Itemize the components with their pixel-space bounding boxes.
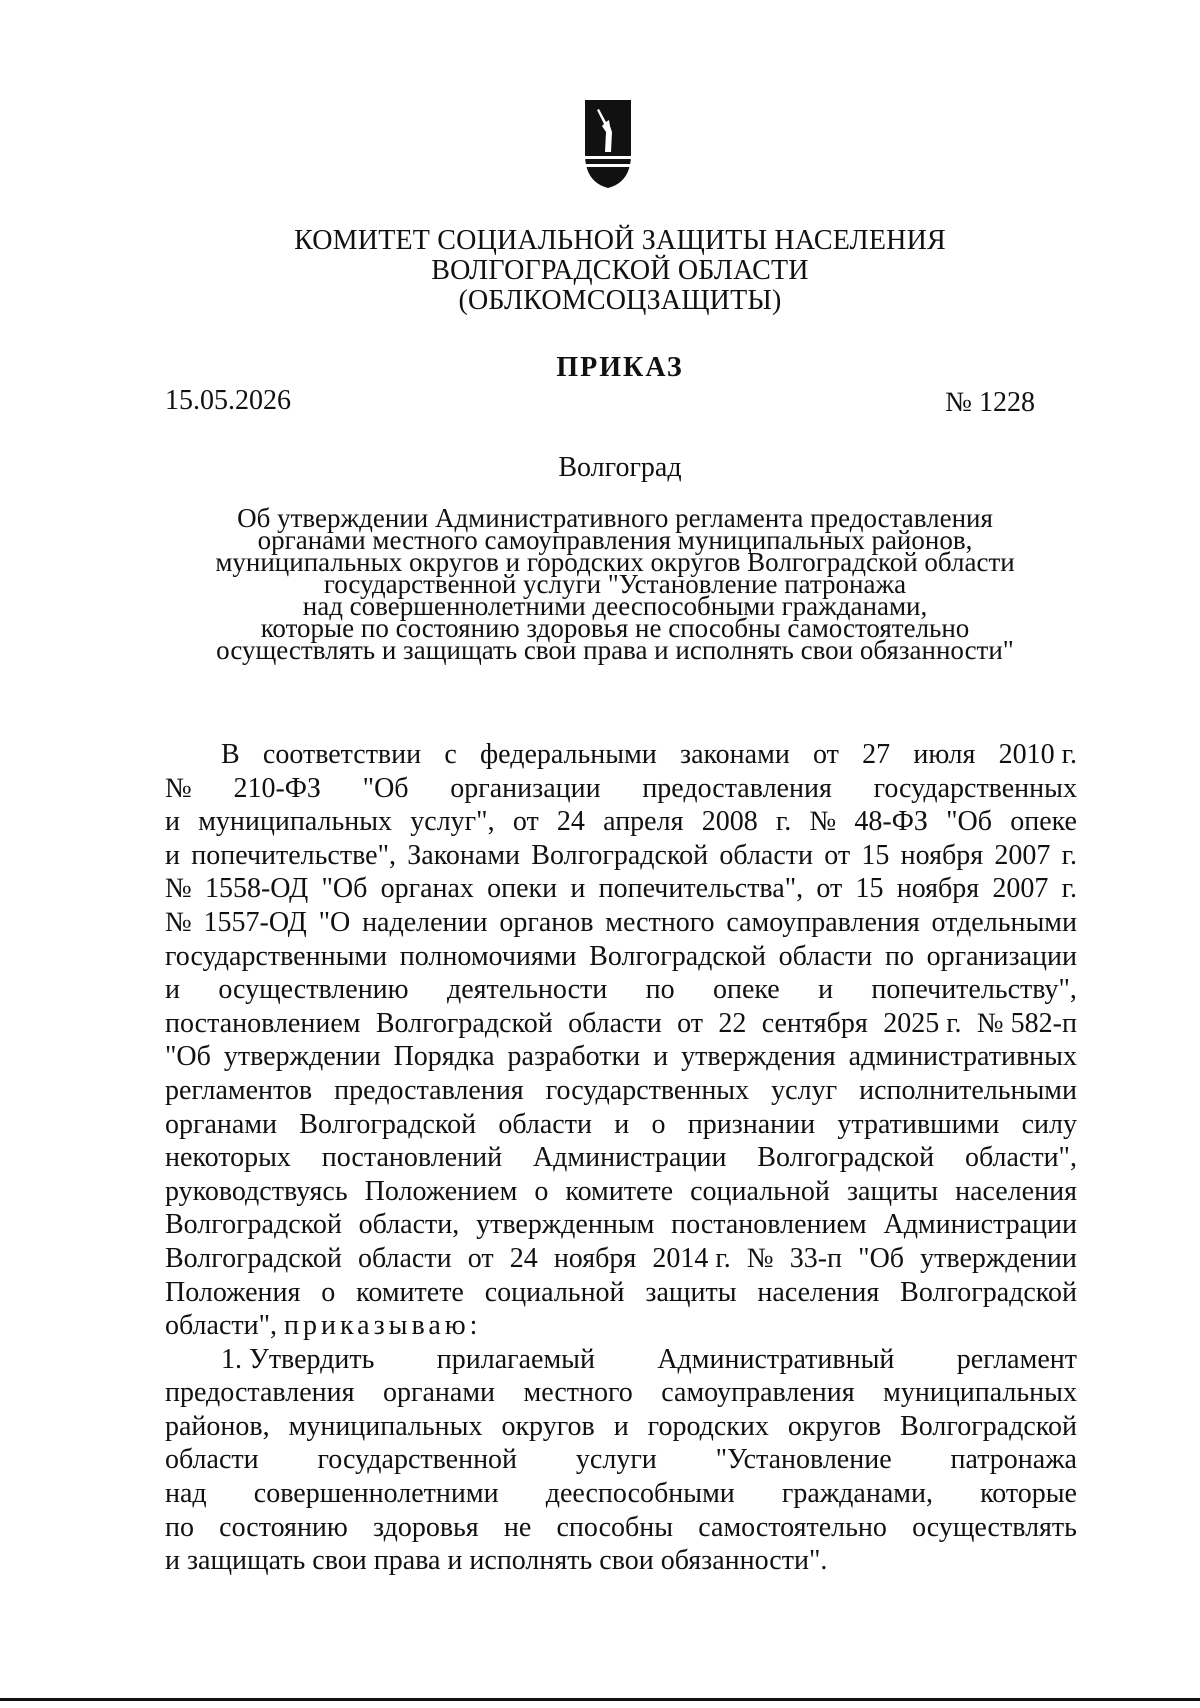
subject-line: осуществлять и защищать свои права и исполнять свои обязанности" bbox=[216, 635, 1014, 665]
body-line bbox=[165, 1141, 1077, 1175]
body-word: населения bbox=[955, 1175, 1077, 1207]
body-word: ноября bbox=[900, 839, 984, 871]
body-word: "О bbox=[318, 906, 351, 938]
body-word: 2025 г. bbox=[883, 1007, 962, 1039]
body-word: гражданами, bbox=[781, 1478, 933, 1510]
body-word: области bbox=[498, 1108, 592, 1140]
body-word: самостоятельно bbox=[698, 1511, 887, 1543]
body-word: Волгоградской bbox=[757, 1142, 935, 1174]
body-word: и bbox=[570, 873, 586, 905]
body-word: и bbox=[165, 839, 180, 871]
body-word: от bbox=[677, 1007, 703, 1039]
body-line bbox=[165, 1309, 1077, 1343]
body-line bbox=[165, 1007, 1077, 1041]
body-word: услуг", bbox=[410, 806, 495, 838]
body-word: организации bbox=[450, 772, 601, 804]
body-word: В bbox=[221, 739, 240, 770]
body-word: постановлением bbox=[165, 1007, 361, 1039]
organization-name bbox=[200, 226, 1040, 316]
body-word: о bbox=[651, 1108, 666, 1140]
body-word: области, bbox=[358, 1209, 460, 1241]
body-line bbox=[165, 738, 1077, 772]
body-word: Волгоградской bbox=[375, 1007, 553, 1039]
body-word: г. bbox=[1061, 839, 1077, 871]
body-word: г. bbox=[775, 806, 792, 838]
body-word: области bbox=[778, 940, 873, 972]
body-word: "Об bbox=[321, 873, 368, 905]
body-word: органах bbox=[380, 873, 474, 905]
body-line bbox=[165, 1040, 1077, 1074]
body-word: 22 bbox=[718, 1007, 747, 1039]
body-word: организации bbox=[926, 940, 1077, 972]
body-line bbox=[165, 1242, 1077, 1276]
body-word: исполнительными bbox=[859, 1074, 1077, 1106]
subject-line: государственной услуги "Установление патронажа bbox=[323, 569, 907, 599]
body-word: опеке bbox=[712, 974, 780, 1006]
body-word: соответствии bbox=[262, 739, 422, 770]
body-word: защиты bbox=[846, 1175, 939, 1207]
body-word: 27 bbox=[862, 739, 891, 770]
body-line bbox=[165, 1108, 1077, 1142]
body-word: патронажа bbox=[950, 1444, 1077, 1476]
body-line bbox=[165, 940, 1077, 974]
body-word: 2010 г. bbox=[998, 739, 1077, 770]
body-line bbox=[165, 1410, 1077, 1444]
body-word: "Об bbox=[165, 1041, 211, 1073]
body-word: 2014 г. bbox=[652, 1242, 731, 1274]
body-word: органами bbox=[383, 1377, 496, 1409]
body-word: предоставления bbox=[165, 1377, 355, 1409]
organization-line: КОМИТЕТ СОЦИАЛЬНОЙ ЗАЩИТЫ НАСЕЛЕНИЯ bbox=[294, 225, 946, 256]
body-word: ноября bbox=[896, 873, 980, 905]
body-word: деятельности bbox=[446, 974, 608, 1006]
order-subject bbox=[165, 503, 1065, 665]
body-word: прилагаемый bbox=[436, 1343, 595, 1375]
body-word: области bbox=[357, 1242, 452, 1274]
body-word: "Об bbox=[858, 1242, 905, 1274]
body-word: № bbox=[165, 772, 192, 804]
body-word: "Об bbox=[946, 806, 992, 838]
body-line bbox=[165, 1376, 1077, 1410]
body-word: № bbox=[165, 906, 192, 938]
body-word: постановлением bbox=[671, 1209, 867, 1241]
body-word: области bbox=[165, 1444, 259, 1476]
body-word: 2007 bbox=[994, 839, 1051, 871]
body-word: округов bbox=[501, 1410, 595, 1442]
body-word: разработки bbox=[507, 1041, 641, 1073]
body-word: органов bbox=[499, 906, 594, 938]
body-word: регламентов bbox=[165, 1074, 313, 1106]
body-word: Положения bbox=[165, 1276, 301, 1308]
body-word: попечительства", bbox=[598, 873, 804, 905]
body-word: осуществлению bbox=[218, 974, 409, 1006]
body-word: некоторых bbox=[165, 1142, 291, 1174]
order-date: 15.05.2026 bbox=[165, 385, 291, 416]
body-word: руководствуясь bbox=[165, 1175, 348, 1207]
body-word: отдельными bbox=[931, 906, 1077, 938]
body-word: социальной bbox=[484, 1276, 625, 1308]
body-word: апреля bbox=[603, 806, 684, 838]
body-word: силу bbox=[1021, 1108, 1077, 1140]
body-word: полномочиями bbox=[399, 940, 577, 972]
body-word: Волгоградской bbox=[900, 1410, 1077, 1442]
order-city: Волгоград bbox=[558, 452, 682, 483]
body-word: муниципальных bbox=[288, 1410, 483, 1442]
body-word: местного bbox=[523, 1377, 633, 1409]
order-body bbox=[165, 738, 1077, 1578]
body-line bbox=[165, 1276, 1077, 1310]
body-text: области", bbox=[165, 1310, 278, 1342]
body-line bbox=[165, 1208, 1077, 1242]
body-line bbox=[165, 1443, 1077, 1477]
body-word: предоставления bbox=[334, 1074, 524, 1106]
body-line bbox=[165, 839, 1077, 873]
organization-line: (ОБЛКОМСОЦЗАЩИТЫ) bbox=[458, 285, 782, 316]
body-line bbox=[165, 1175, 1077, 1209]
body-word: населения bbox=[757, 1276, 880, 1308]
body-word: Администрации bbox=[532, 1142, 727, 1174]
subject-line: органами местного самоуправления муниципальных районов, bbox=[257, 525, 973, 555]
body-word: утверждении bbox=[920, 1242, 1077, 1274]
body-word: 2008 bbox=[701, 806, 758, 838]
body-word: государственных bbox=[873, 772, 1077, 804]
body-word: над bbox=[165, 1478, 207, 1510]
body-word: о bbox=[534, 1175, 549, 1207]
body-word: и bbox=[165, 974, 180, 1006]
body-word: государственной bbox=[317, 1444, 518, 1476]
body-word: федеральными bbox=[480, 739, 657, 770]
order-number: № 1228 bbox=[945, 387, 1035, 418]
body-word: 48-ФЗ bbox=[854, 806, 928, 838]
body-word: опеки bbox=[487, 873, 558, 905]
body-word: муниципальных bbox=[198, 806, 393, 838]
body-word: № bbox=[809, 806, 837, 838]
body-word: постановлений bbox=[321, 1142, 503, 1174]
body-word: городских bbox=[647, 1410, 769, 1442]
body-word: Законами bbox=[407, 839, 521, 871]
body-word: 1. Утвердить bbox=[221, 1343, 375, 1375]
body-word: № bbox=[746, 1242, 774, 1274]
body-word: и bbox=[614, 1108, 630, 1140]
body-word: 15 bbox=[861, 839, 890, 871]
body-word: дееспособными bbox=[545, 1478, 735, 1510]
body-word: по bbox=[165, 1511, 194, 1543]
body-word: 1558-ОД bbox=[204, 873, 309, 905]
body-word: Волгоградской bbox=[165, 1209, 342, 1241]
body-word: № 582-п bbox=[976, 1007, 1077, 1039]
body-word: от bbox=[813, 739, 839, 770]
body-word: сентября bbox=[761, 1007, 868, 1039]
volgograd-emblem-icon bbox=[583, 98, 633, 190]
body-word: от bbox=[824, 839, 851, 871]
body-word: районов, bbox=[165, 1410, 270, 1442]
body-word: "Установление bbox=[715, 1444, 892, 1476]
body-word: Порядка bbox=[393, 1041, 495, 1073]
body-word: Волгоградской bbox=[589, 940, 766, 972]
body-word: признании bbox=[687, 1108, 816, 1140]
body-word: от bbox=[512, 806, 539, 838]
body-word: местного bbox=[605, 906, 715, 938]
body-word: услуг bbox=[771, 1074, 838, 1106]
body-word: Волгоградской bbox=[531, 839, 709, 871]
body-word: органами bbox=[165, 1108, 278, 1140]
body-word: государственными bbox=[165, 940, 388, 972]
body-line bbox=[165, 772, 1077, 806]
body-word: от bbox=[467, 1242, 494, 1274]
body-line: и защищать свои права и исполнять свои обязанности". bbox=[165, 1545, 828, 1577]
body-line bbox=[165, 1477, 1077, 1511]
body-word: здоровья bbox=[373, 1511, 479, 1543]
body-word: области bbox=[719, 839, 813, 871]
body-word: Волгоградской bbox=[900, 1276, 1077, 1308]
body-word: 1557-ОД bbox=[203, 906, 307, 938]
body-word: 33-п bbox=[789, 1242, 843, 1274]
body-word: утверждении bbox=[223, 1041, 381, 1073]
body-word: муниципальных bbox=[883, 1377, 1077, 1409]
body-word: комитете bbox=[565, 1175, 674, 1207]
body-word: утверждения bbox=[681, 1041, 836, 1073]
body-word: социальной bbox=[690, 1175, 830, 1207]
body-word: утратившими bbox=[837, 1108, 1000, 1140]
body-line bbox=[165, 805, 1077, 839]
body-word: осуществлять bbox=[912, 1511, 1077, 1543]
subject-line: муниципальных округов и городских округов Волгоградской области bbox=[215, 547, 1015, 577]
body-word: которые bbox=[980, 1478, 1077, 1510]
body-word: "Об bbox=[362, 772, 409, 804]
page-bottom-rule bbox=[0, 1698, 1200, 1701]
body-word: ноября bbox=[553, 1242, 637, 1274]
organization-line: ВОЛГОГРАДСКОЙ ОБЛАСТИ bbox=[431, 255, 809, 286]
body-word: по bbox=[645, 974, 675, 1006]
body-word: и bbox=[165, 806, 180, 838]
body-word: о bbox=[321, 1276, 336, 1308]
body-word: состоянию bbox=[219, 1511, 348, 1543]
body-word: попечительстве", bbox=[191, 839, 396, 871]
body-word: регламент bbox=[956, 1343, 1077, 1375]
body-word: совершеннолетними bbox=[253, 1478, 499, 1510]
body-word: г. bbox=[1061, 873, 1077, 905]
order-title: ПРИКАЗ bbox=[556, 352, 684, 383]
body-word: области", bbox=[964, 1142, 1077, 1174]
body-word: 24 bbox=[509, 1242, 538, 1274]
subject-line: которые по состоянию здоровья не способны самостоятельно bbox=[260, 613, 970, 643]
body-word: предоставления bbox=[642, 772, 832, 804]
body-line bbox=[165, 1074, 1077, 1108]
body-word: № bbox=[165, 873, 192, 905]
body-word: способны bbox=[556, 1511, 674, 1543]
subject-line: над совершеннолетними дееспособными гражданами, bbox=[302, 591, 928, 621]
body-word: Администрации bbox=[883, 1209, 1077, 1241]
body-word: опеке bbox=[1010, 806, 1077, 838]
order-decree-word: приказываю: bbox=[284, 1310, 482, 1342]
body-word: 24 bbox=[556, 806, 585, 838]
body-word: и bbox=[818, 974, 834, 1006]
body-word: округов bbox=[787, 1410, 882, 1442]
body-line bbox=[165, 906, 1077, 940]
body-word: Волгоградской bbox=[165, 1242, 342, 1274]
body-word: услуги bbox=[575, 1444, 657, 1476]
body-line bbox=[165, 1343, 1077, 1377]
body-word: наделении bbox=[362, 906, 488, 938]
body-word: попечительству", bbox=[871, 974, 1077, 1006]
body-word: по bbox=[884, 940, 914, 972]
body-word: Административный bbox=[657, 1343, 895, 1375]
body-word: области bbox=[568, 1007, 662, 1039]
body-word: и bbox=[653, 1041, 669, 1073]
body-word: июля bbox=[913, 739, 976, 770]
body-word: государственных bbox=[545, 1074, 750, 1106]
body-line bbox=[165, 872, 1077, 906]
body-word: Положением bbox=[364, 1175, 518, 1207]
body-word: самоуправления bbox=[726, 906, 920, 938]
body-line bbox=[165, 1511, 1077, 1545]
body-word: утвержденным bbox=[476, 1209, 655, 1241]
body-word: Волгоградской bbox=[299, 1108, 477, 1140]
body-line bbox=[165, 973, 1077, 1007]
body-word: 2007 bbox=[992, 873, 1049, 905]
body-word: законами bbox=[680, 739, 790, 770]
body-word: с bbox=[444, 739, 457, 770]
body-word: комитете bbox=[356, 1276, 464, 1308]
body-word: 15 bbox=[855, 873, 884, 905]
body-word: защиты bbox=[645, 1276, 737, 1308]
body-word: 210-ФЗ bbox=[233, 772, 321, 804]
body-word: самоуправления bbox=[661, 1377, 855, 1409]
body-word: не bbox=[503, 1511, 532, 1543]
body-word: административных bbox=[848, 1041, 1077, 1073]
body-word: от bbox=[816, 873, 843, 905]
subject-line: Об утверждении Административного регламента предоставления bbox=[237, 503, 993, 533]
body-word: и bbox=[613, 1410, 629, 1442]
